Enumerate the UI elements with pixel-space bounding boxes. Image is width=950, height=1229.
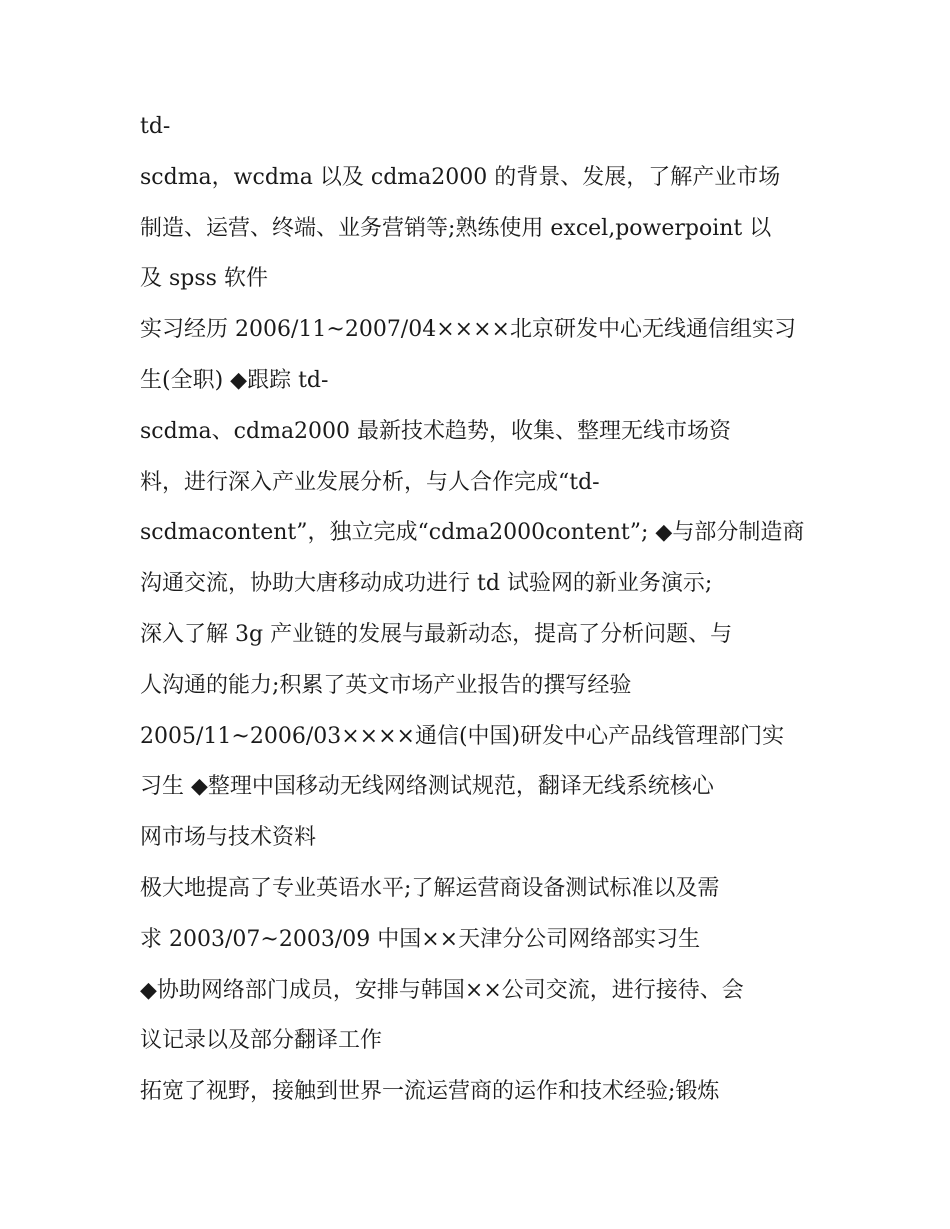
text-line: 及 spss 软件	[140, 266, 268, 292]
text-line: 拓宽了视野，接触到世界一流运营商的运作和技术经验;锻炼	[140, 1079, 720, 1105]
text-line: 习生 ◆整理中国移动无线网络测试规范，翻译无线系统核心	[140, 774, 714, 800]
text-line: 求 2003/07~2003/09 中国××天津分公司网络部实习生	[140, 926, 701, 952]
text-line: ◆协助网络部门成员，安排与韩国××公司交流，进行接待、会	[140, 977, 744, 1003]
body-text	[140, 102, 820, 1118]
text-line: 制造、运营、终端、业务营销等;熟练使用 excel,powerpoint 以	[140, 215, 772, 241]
text-line: td-	[140, 114, 171, 139]
text-line: 生(全职) ◆跟踪 td-	[140, 367, 329, 393]
text-line: 2005/11~2006/03××××通信(中国)研发中心产品线管理部门实	[140, 723, 785, 749]
text-line: 议记录以及部分翻译工作	[140, 1028, 383, 1054]
text-line: 人沟通的能力;积累了英文市场产业报告的撰写经验	[140, 672, 632, 698]
text-line: 网市场与技术资料	[140, 825, 317, 851]
text-line: 料，进行深入产业发展分析，与人合作完成“td-	[140, 469, 600, 495]
text-line: scdma，wcdma 以及 cdma2000 的背景、发展，了解产业市场	[140, 164, 781, 190]
text-line: 极大地提高了专业英语水平;了解运营商设备测试标准以及需	[140, 875, 720, 901]
text-line: scdma、cdma2000 最新技术趋势，收集、整理无线市场资	[140, 418, 732, 444]
text-line: 沟通交流，协助大唐移动成功进行 td 试验网的新业务演示;	[140, 571, 713, 597]
text-line: scdmacontent”，独立完成“cdma2000content”; ◆与部分制造商	[140, 520, 805, 546]
text-line: 深入了解 3g 产业链的发展与最新动态，提高了分析问题、与	[140, 621, 733, 647]
text-line: 实习经历 2006/11~2007/04××××北京研发中心无线通信组实习	[140, 317, 796, 343]
